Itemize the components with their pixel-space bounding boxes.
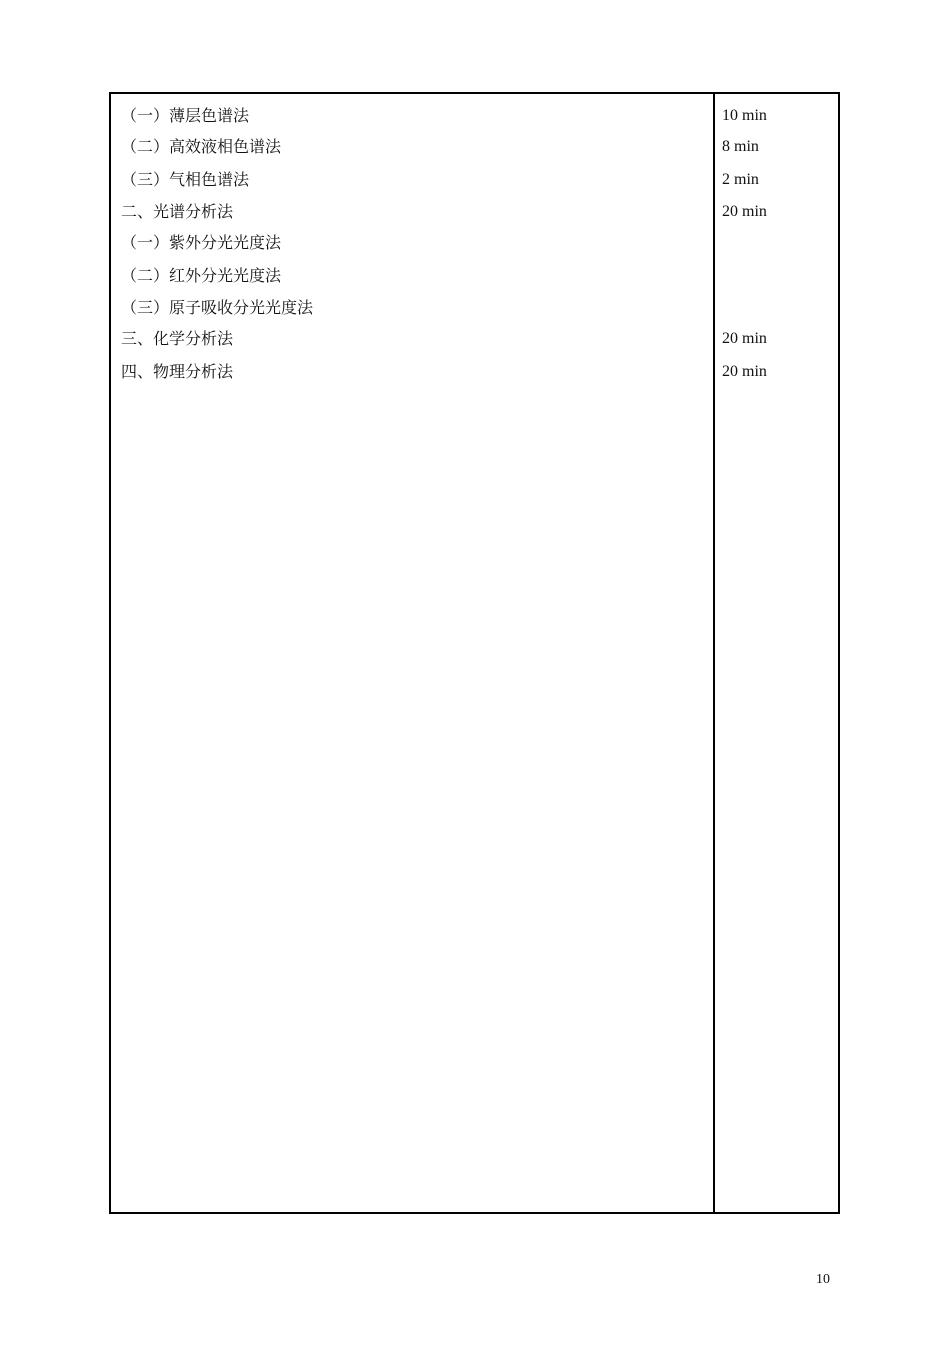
table-row <box>111 296 838 320</box>
row-label: 二、光谱分析法 <box>121 202 234 221</box>
row-time: 20 min <box>722 363 767 380</box>
table-row <box>111 168 838 192</box>
row-time: 20 min <box>722 330 767 347</box>
table-row <box>111 135 838 159</box>
table-row <box>111 231 838 255</box>
table-row <box>111 360 838 384</box>
row-time: 8 min <box>722 138 759 155</box>
row-label: （二）高效液相色谱法 <box>121 137 282 156</box>
row-label: 四、物理分析法 <box>121 362 234 381</box>
row-time: 2 min <box>722 171 759 188</box>
table-row <box>111 104 838 128</box>
row-label: （三）气相色谱法 <box>121 170 250 189</box>
table-row <box>111 264 838 288</box>
row-time: 20 min <box>722 203 767 220</box>
column-divider <box>713 94 715 1212</box>
table-row <box>111 200 838 224</box>
table-row <box>111 327 838 351</box>
content-table <box>109 92 840 1214</box>
page-number: 10 <box>816 1272 830 1287</box>
row-label: （一）紫外分光光度法 <box>121 233 282 252</box>
row-label: 三、化学分析法 <box>121 329 234 348</box>
row-label: （二）红外分光光度法 <box>121 266 282 285</box>
row-label: （一）薄层色谱法 <box>121 106 250 125</box>
row-time: 10 min <box>722 107 767 124</box>
row-label: （三）原子吸收分光光度法 <box>121 298 314 317</box>
